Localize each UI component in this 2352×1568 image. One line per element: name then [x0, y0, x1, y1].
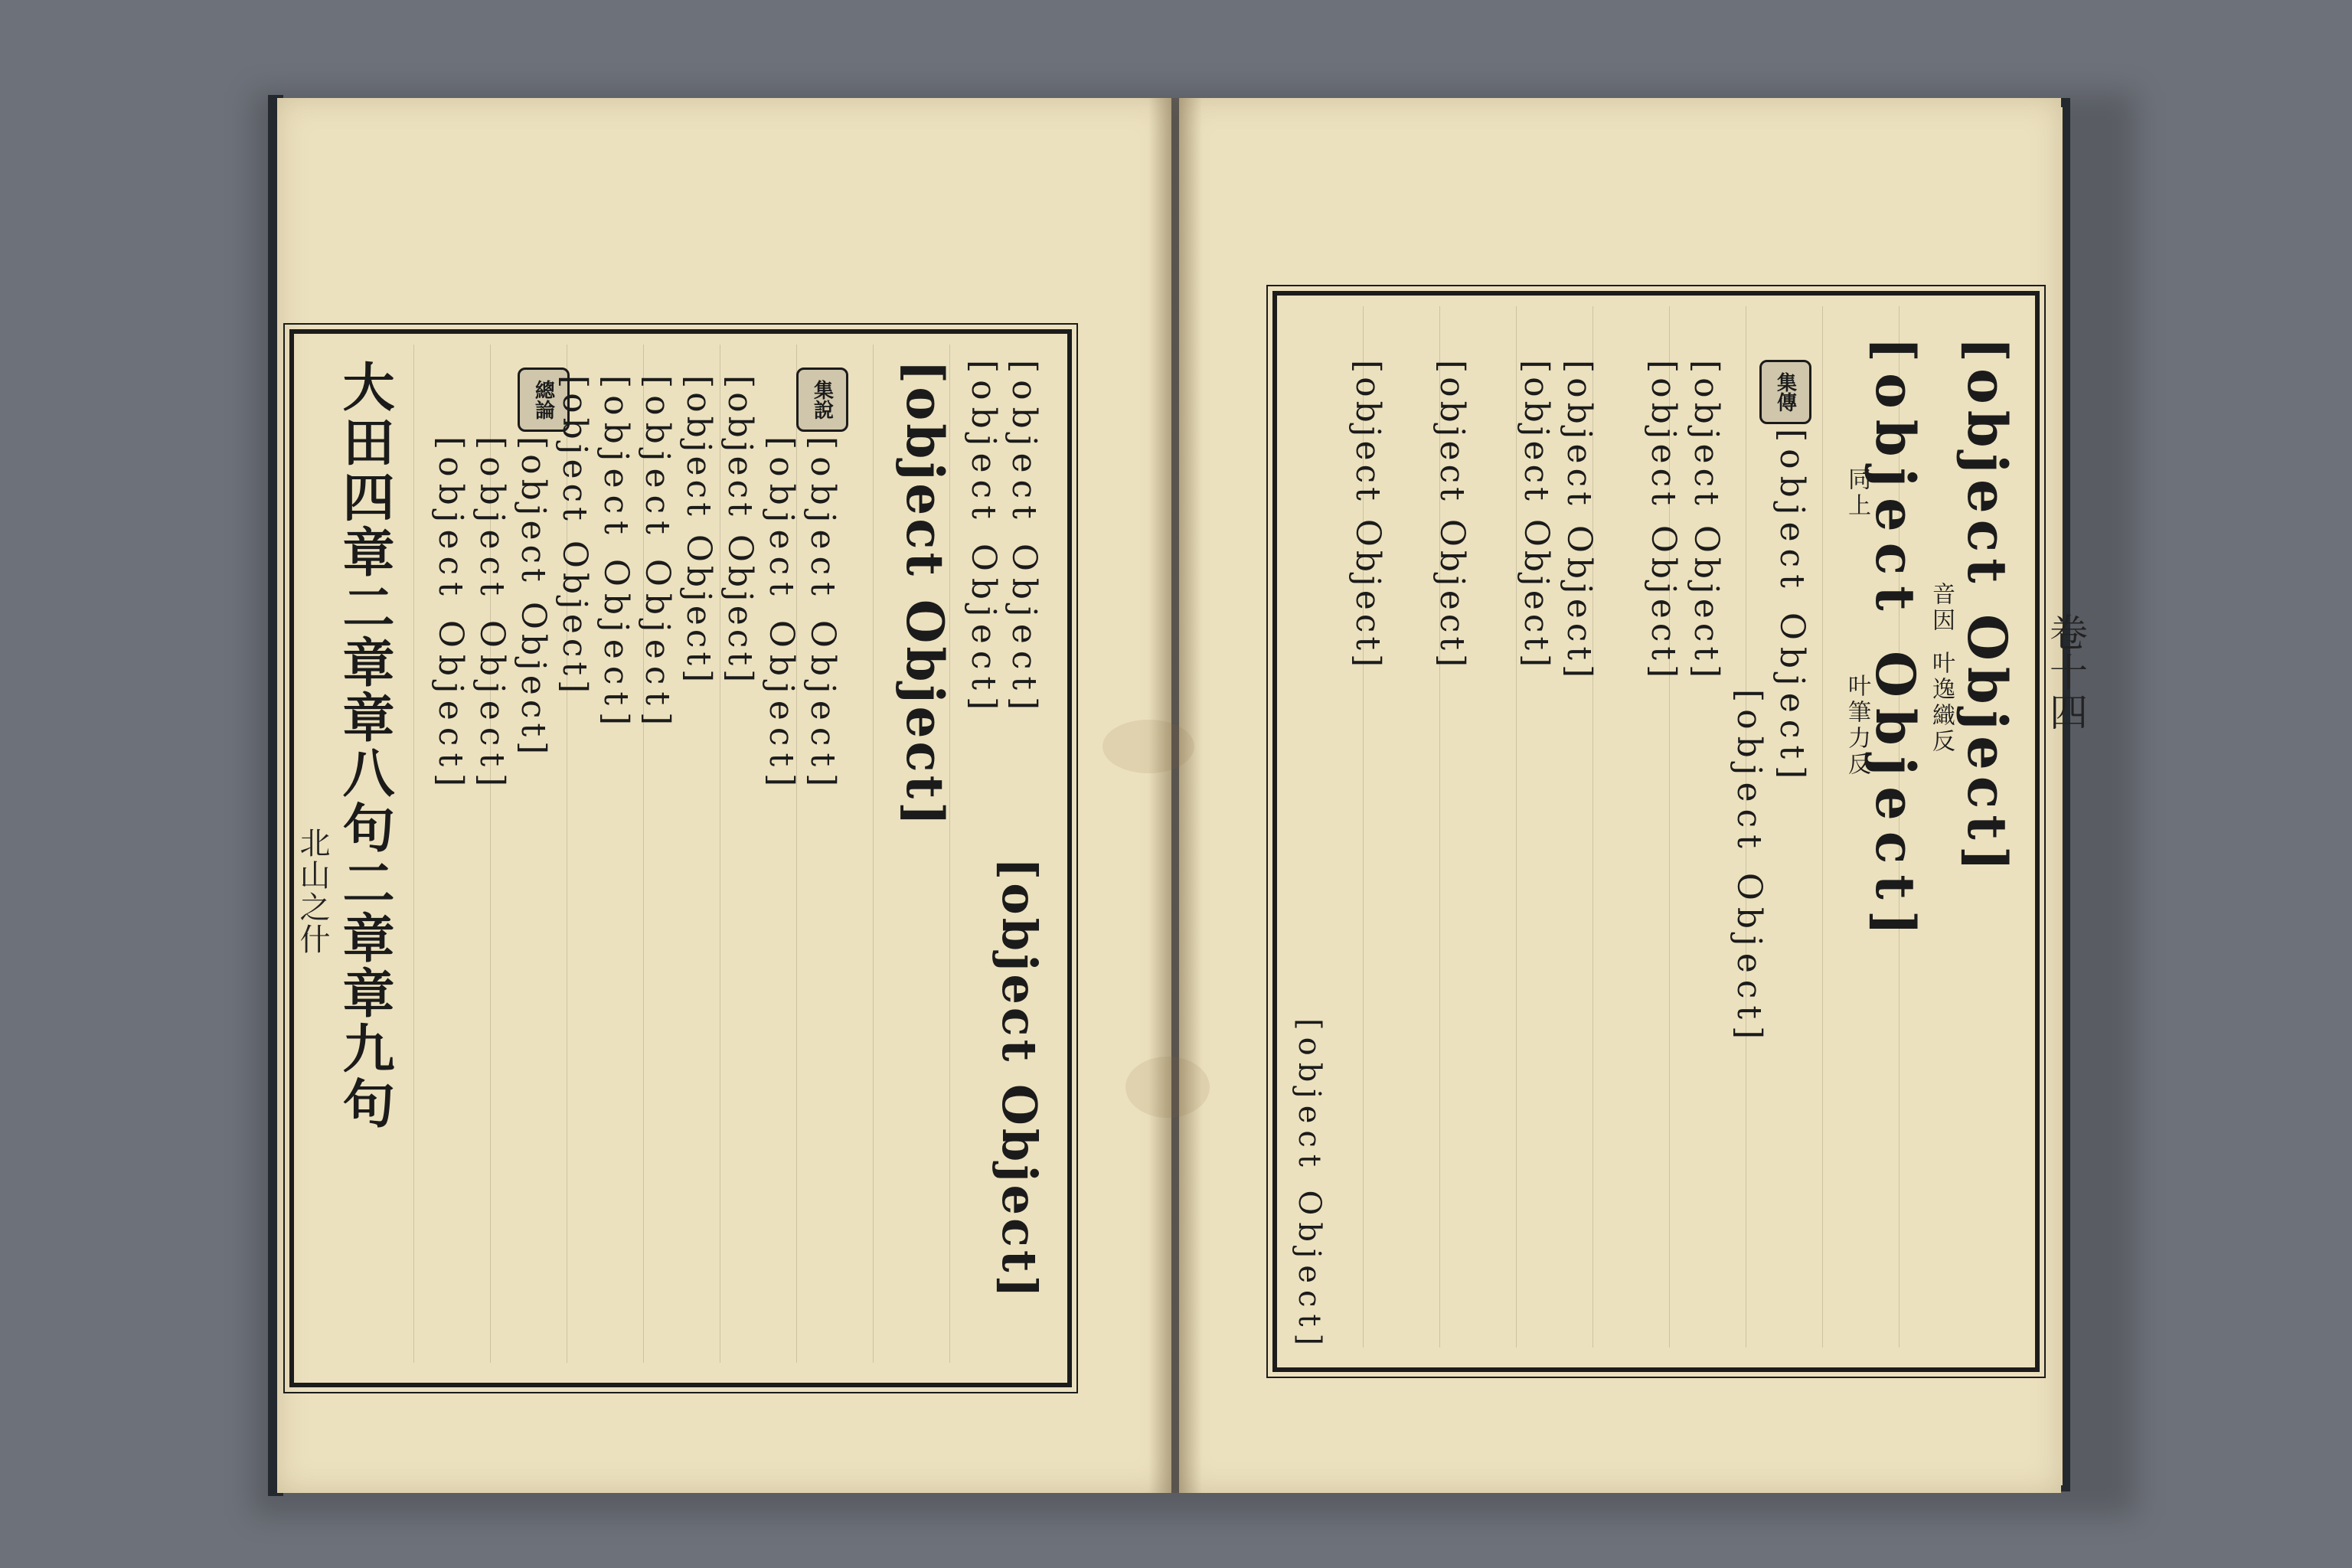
- main-text-column: [object Object]: [1955, 337, 2019, 877]
- book-gutter: [1148, 98, 1202, 1493]
- commentary-column: [object Object]: [803, 436, 842, 794]
- commentary-column: [object Object]: [679, 375, 718, 687]
- commentary-column: [object Object]: [1517, 360, 1556, 671]
- commentary-column: [object Object]: [964, 360, 1003, 717]
- commentary-column: [object Object]: [1772, 429, 1811, 786]
- commentary-column: [object Object]: [1432, 360, 1472, 671]
- chapter-summary: 大田四章二章章八句二章章九句: [334, 360, 395, 1132]
- page-stain: [1102, 720, 1194, 773]
- commentary-column: [object Object]: [1292, 1018, 1327, 1353]
- main-text-column: [object Object]: [991, 858, 1047, 1301]
- commentary-column: [object Object]: [555, 375, 594, 698]
- commentary-badge: 集說: [796, 368, 848, 432]
- right-fishtail-label: 卷十四: [2043, 612, 2088, 732]
- commentary-column: [object Object]: [762, 436, 801, 794]
- commentary-column: [object Object]: [1730, 689, 1769, 1047]
- main-text-column: [object Object]: [895, 360, 955, 829]
- commentary-column: [object Object]: [1560, 360, 1599, 683]
- gloss-note: 叶逸織反: [1928, 651, 1955, 755]
- gloss-note: 音因: [1928, 582, 1955, 634]
- left-fishtail-label: 北山之什: [295, 827, 330, 956]
- commentary-column: [object Object]: [638, 375, 677, 733]
- commentary-column: [object Object]: [514, 436, 553, 760]
- commentary-column: [object Object]: [472, 436, 511, 794]
- main-text-column: [object Object]: [1864, 337, 1927, 946]
- commentary-badge: 總論: [518, 368, 570, 432]
- commentary-column: [object Object]: [1348, 360, 1387, 671]
- commentary-column: [object Object]: [1644, 360, 1683, 683]
- commentary-column: [object Object]: [720, 375, 760, 687]
- commentary-column: [object Object]: [1004, 360, 1044, 717]
- commentary-badge: 集傳: [1759, 360, 1811, 424]
- gloss-note: 叶筆力反: [1844, 674, 1870, 778]
- page-stain: [1125, 1057, 1210, 1118]
- commentary-column: [object Object]: [596, 375, 635, 733]
- gloss-note: 同上: [1844, 467, 1870, 519]
- commentary-column: [object Object]: [1687, 360, 1726, 683]
- commentary-column: [object Object]: [431, 436, 470, 794]
